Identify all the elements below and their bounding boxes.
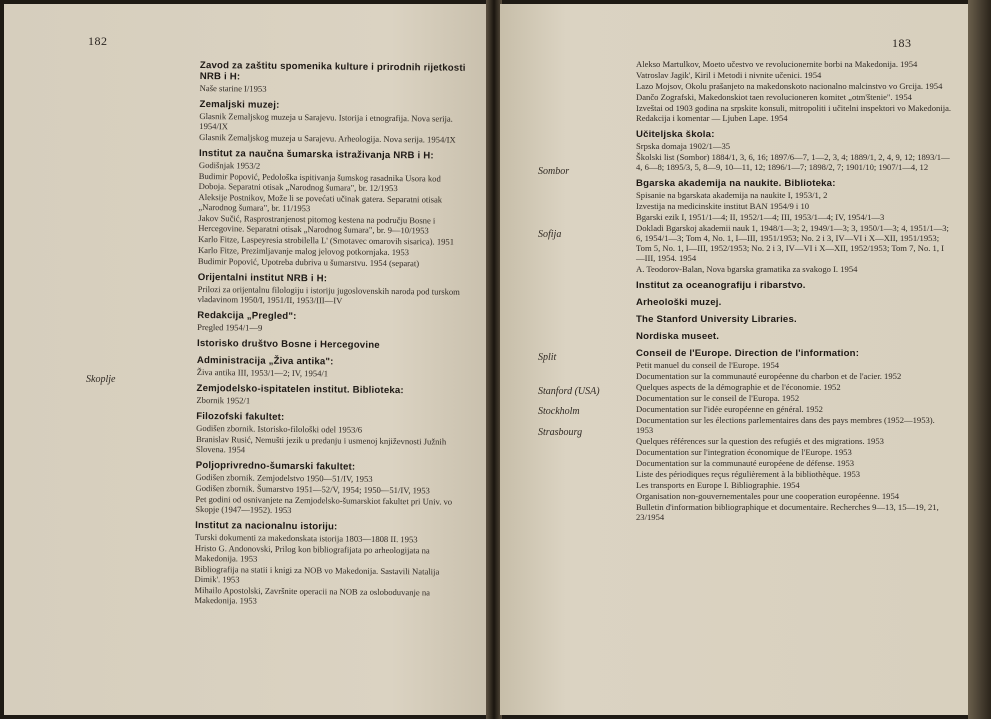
institution-heading: Zavod za zaštitu spomenika kulture i prirodnih rijetkosti NRB i H: bbox=[199, 60, 466, 83]
bibliography-entry: Godišen zbornik. Šumarstvo 1951—52/V, 1954; 1950—51/IV, 1953 bbox=[195, 482, 430, 496]
bibliography-entry: Branislav Rusić, Nemušti jezik u predanju i usmenoj književnosti Južnih Slovena. 1954 bbox=[195, 433, 447, 455]
book-edge bbox=[968, 0, 991, 719]
bibliography-entry: Zbornik 1952/1 bbox=[196, 394, 251, 406]
place-name: Skoplje bbox=[86, 374, 116, 385]
bibliography-entry: Quelques références sur la question des refugiés et des migrations. 1953 bbox=[636, 436, 884, 446]
bibliography-entry: Bulletin d'information bibliographique et documentaire. Recherches 9—13, 15—19, 21, 23/1954 bbox=[636, 502, 939, 522]
place-name: Split bbox=[538, 352, 557, 363]
bibliography-entry: Prilozi za orijentalnu filologiju i istoriju jugoslovenskih naroda pod turskom vladavinom 1950/I, 1951/II, 1953/III—IV bbox=[197, 283, 460, 306]
place-name: Sombor bbox=[538, 166, 570, 177]
bibliography-entry: Hristo G. Andonovski, Prilog kon bibliografijata po arheologijata na Makedonija. 1953 bbox=[194, 542, 430, 564]
institution-heading: Zemaljski muzej: bbox=[199, 98, 280, 111]
bibliography-entry: Školski list (Sombor) 1884/1, 3, 6, 16; 1897/6—7, 1—2, 3, 4; 1889/1, 2, 4, 9, 12; 1893/1—4, 6—8; 1895/3, 5, 8—9, 10—11, 12; 1896/1—7; 1898/2, 7; 1901/10; 1907/1—4, 12 bbox=[636, 152, 950, 172]
bibliography-entry: Turski dokumenti za makedonskata istorija 1803—1808 II. 1953 bbox=[194, 531, 418, 545]
bibliography-entry: Mihailo Apostolski, Završnite operacii na NOB za osloboduvanje na Makedonija. 1953 bbox=[194, 584, 431, 606]
bibliography-entry: Karlo Fitze, Laspeyresia strobilella L' (Smotavec omarovih sisarica). 1951 bbox=[198, 233, 455, 247]
institution-heading: Institut za oceanografiju i ribarstvo. bbox=[636, 280, 806, 291]
bibliography-entry: Documentation sur la communauté européene de défense. 1953 bbox=[636, 458, 855, 468]
institution-heading: Administracija „Živa antika": bbox=[196, 354, 334, 368]
bibliography-entry: Pregled 1954/1—9 bbox=[197, 321, 263, 333]
bibliography-entry: Pet godini od osnivanjete na Zemjodelsko-šumarskiot fakultet pri Univ. vo Skopje (1947—1952). 1953 bbox=[195, 493, 453, 515]
bibliography-entry: Documentation sur l'integration économique de l'Europe. 1953 bbox=[636, 447, 852, 457]
bibliography-entry: Jakov Sučić, Rasprostranjenost pitomog kestena na području Bosne i Hercegovine. Separatni otisak „Narodnog šumara", br. 9—10/1953 bbox=[198, 212, 436, 236]
bibliography-entry: Dokladi Bgarskoj akademii nauk 1, 1948/1—3; 2, 1949/1—3; 3, 1950/1—3; 4, 1951/1—3; 6, 1954/1—3; Tom 4, No. 1, I—III, 1951/1953; No. 2 i 3, IV—VI i X—XII, 1951/1953; Tom 5, No. 1, I—III, 1952/1953; No. 2 i 3, IV—VI i X—XII, 1952/1953; Tom 7, No. 1, I—III, 1954. 1954 bbox=[636, 223, 949, 263]
bibliography-entry: Vatroslav Jagik', Kiril i Metodi i nivnite učenici. 1954 bbox=[636, 70, 822, 80]
institution-heading: Istorisko društvo Bosne i Hercegovine bbox=[196, 337, 380, 351]
bibliography-entry: Documentation sur le conseil de l'Europa. 1952 bbox=[636, 393, 800, 403]
bibliography-entry: Bgarski ezik I, 1951/1—4; II, 1952/1—4; III, 1953/1—4; IV, 1954/1—3 bbox=[636, 212, 885, 222]
bibliography-entry: Petit manuel du conseil de l'Europe. 1954 bbox=[636, 360, 780, 370]
bibliography-entry: Organisation non-gouvernementales pour une cooperation européenne. 1954 bbox=[636, 491, 900, 501]
bibliography-entry: Dančo Zografski, Makedonskiot taen revolucioneren komitet „otm'štenie". 1954 bbox=[636, 92, 912, 102]
bibliography-entry: Karlo Fitze, Prezimljavanje malog jelovog potkornjaka. 1953 bbox=[197, 244, 410, 258]
bibliography-entry: Izvestija na medicinskite institut BAN 1954/9 i 10 bbox=[636, 201, 810, 211]
page-number: 183 bbox=[892, 36, 912, 50]
bibliography-entry: Documentation sur la communauté européenne du charbon et de l'acier. 1952 bbox=[636, 371, 902, 381]
institution-heading: Orijentalni institut NRB i H: bbox=[197, 271, 328, 285]
place-name: Stanford (USA) bbox=[538, 386, 600, 397]
bibliography-entry: Documentation sur l'idée européenne en général. 1952 bbox=[636, 404, 823, 414]
bibliography-entry: Documentation sur les élections parlementaires dans des pays membres (1952—1953). 1953 bbox=[636, 415, 935, 435]
bibliography-entry: Godišnjak 1953/2 bbox=[198, 159, 261, 171]
institution-heading: Redakcija „Pregled": bbox=[197, 309, 297, 323]
bibliography-entry: Budimir Popović, Upotreba dubriva u šumarstvu. 1954 (separat) bbox=[197, 255, 420, 269]
bibliography-entry: Liste des périodiques reçus régulièrement à la bibliothèque. 1953 bbox=[636, 469, 861, 479]
bibliography-entry: Živa antika III, 1953/1—2; IV, 1954/1 bbox=[196, 366, 329, 379]
right-page bbox=[500, 4, 970, 715]
bibliography-entry: Les transports en Europe I. Bibliographie. 1954 bbox=[636, 480, 800, 490]
institution-heading: Conseil de l'Europe. Direction de l'information: bbox=[636, 348, 860, 359]
bibliography-entry: Aleksije Postnikov, Može li se povećati učinak gatera. Separatni otisak „Narodnog šumara", br. 11/1953 bbox=[198, 191, 443, 214]
entries-column bbox=[194, 60, 470, 608]
bibliography-entry: Naše starine I/1953 bbox=[199, 82, 267, 94]
bibliography-entry: Aleksо Martulkov, Moeto učestvo ve revolucionernite borbi na Makedonija. 1954 bbox=[636, 59, 918, 69]
bibliography-entry: Quelques aspects de la démographie et de l'économie. 1952 bbox=[636, 382, 841, 392]
entries-column bbox=[636, 58, 952, 522]
bibliography-entry: Godišen zbornik. Zemjodelstvo 1950—51/IV, 1953 bbox=[195, 471, 373, 484]
bibliography-entry: A. Teodorov-Balan, Nova bgarska gramatika za svakogo I. 1954 bbox=[636, 264, 858, 274]
institution-heading: The Stanford University Libraries. bbox=[636, 314, 797, 325]
institution-heading: Arheološki muzej. bbox=[636, 297, 722, 308]
institution-heading: Nordiska museet. bbox=[636, 331, 720, 342]
bibliography-entry: Glasnik Zemaljskog muzeja u Sarajevu. Arheologija. Nova serija. 1954/IX bbox=[199, 131, 456, 145]
bibliography-entry: Srpska domaja 1902/1—35 bbox=[636, 141, 731, 151]
place-name: Stockholm bbox=[538, 406, 580, 417]
bibliography-entry: Lazo Mojsov, Okolu prašanjeto na makedonskoto nacionalno malcinstvo vo Grcija. 1954 bbox=[636, 81, 943, 91]
bibliography-entry: Bibliografija na statii i knigi za NOB vo Makedonija. Sastavili Natalija Dimik'. 1953 bbox=[194, 563, 440, 585]
left-page bbox=[4, 4, 488, 715]
bibliography-entry: Budimir Popović, Pedološka ispitivanja šumskog rasadnika Usora kod Doboja. Separatni otisak „Narodnog šumara", br. 12/1953 bbox=[198, 170, 441, 194]
institution-heading: Institut za nacionalnu istoriju: bbox=[195, 519, 338, 533]
institution-heading: Učiteljska škola: bbox=[636, 129, 715, 140]
place-name: Sofija bbox=[538, 229, 562, 240]
institution-heading: Zemjodelsko-ispitatelen institut. Biblioteka: bbox=[196, 382, 404, 397]
page-number: 182 bbox=[88, 34, 108, 48]
institution-heading: Institut za naučna šumarska istraživanja NRB i H: bbox=[198, 147, 434, 162]
bibliography-entry: Spisanie na bgarskata akademija na naukite I, 1953/1, 2 bbox=[636, 190, 828, 200]
institution-heading: Filozofski fakultet: bbox=[196, 410, 285, 423]
bibliography-entry: Izveštai od 1903 godina na srpskite konsuli, mitropoliti i učitelni inspektori vo Makedonija. Redakcija i komentar — Ljuben Lape. 1954 bbox=[636, 103, 952, 123]
bibliography-entry: Glasnik Zemaljskog muzeja u Sarajevu. Istorija i etnografija. Nova serija. 1954/IX bbox=[199, 110, 453, 132]
institution-heading: Bgarska akademija na naukite. Biblioteka: bbox=[636, 178, 836, 189]
bibliography-entry: Godišen zbornik. Istorisko-filološki odel 1953/6 bbox=[196, 422, 363, 435]
place-name: Strasbourg bbox=[538, 427, 583, 438]
institution-heading: Poljoprivredno-šumarski fakultet: bbox=[195, 459, 356, 473]
